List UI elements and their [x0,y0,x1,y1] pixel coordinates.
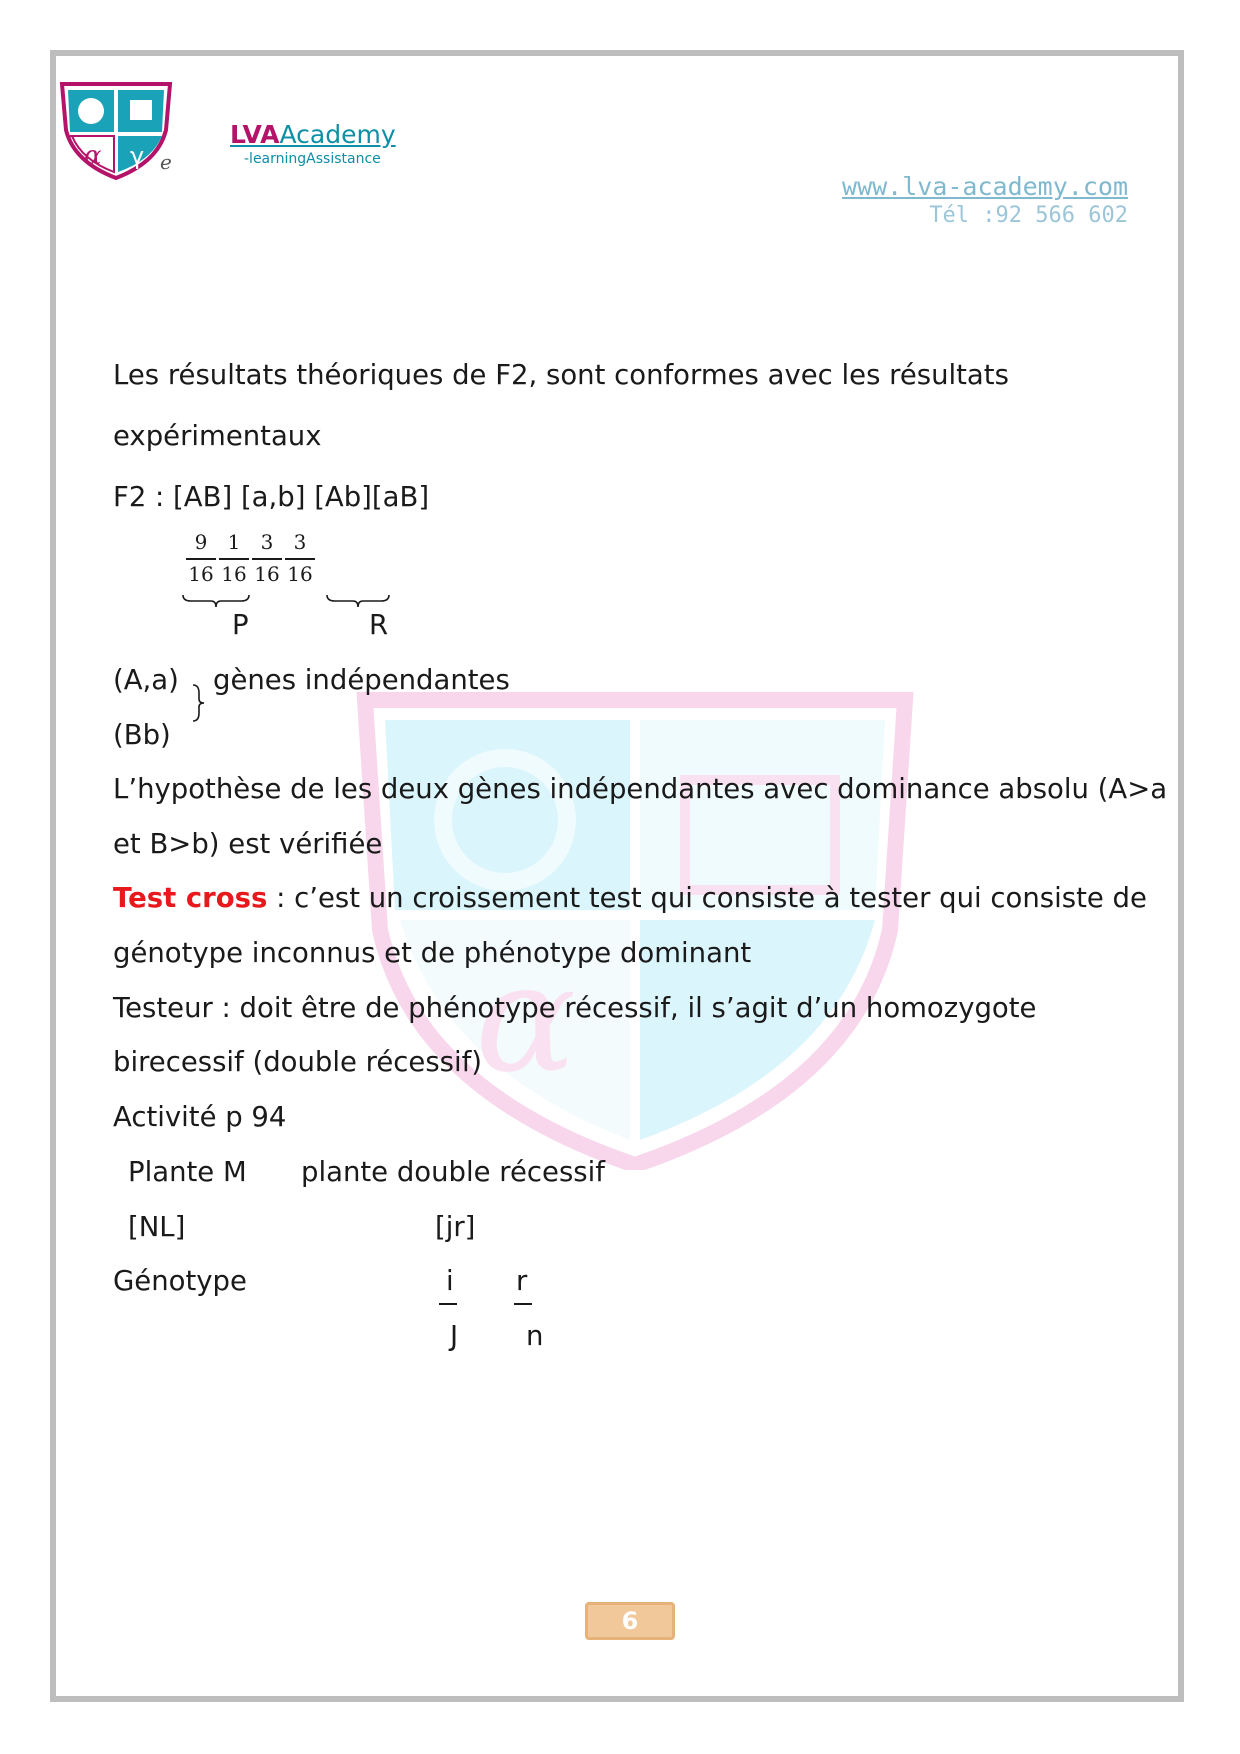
lva-shield-logo [58,80,174,180]
genotype-bottom-j: J [450,1320,459,1352]
paragraph-results-cont: expérimentaux [113,420,322,452]
brand-e: e [160,150,172,174]
test-cross-definition: Test cross : c’est un croissement test qui consiste à tester qui consiste de [113,882,1147,914]
gene-description: gènes indépendantes [213,664,510,696]
genotype-bar-2 [514,1303,532,1305]
plante-double-recessif: plante double récessif [301,1156,605,1188]
phenotype-nl: [NL] [128,1211,186,1243]
phenotype-jr: [jr] [435,1211,476,1243]
test-cross-definition-cont: génotype inconnus et de phénotype dominant [113,937,752,969]
fraction-1-16: $\frac{1}{16}$ [219,528,249,588]
brand-name: LVAAcademy [230,120,396,149]
page-number: 6 [585,1602,675,1640]
contact-info [842,172,1128,228]
gene-pair-a: (A,a) [113,664,179,696]
plante-m: Plante M [128,1156,247,1188]
testeur-line2: birecessif (double récessif) [113,1046,483,1078]
svg-text:γ: γ [130,142,145,170]
fraction-9-16: $\frac{9}{16}$ [186,528,216,588]
label-p: P [232,609,249,641]
fraction-3-16-b: $\frac{3}{16}$ [285,528,315,588]
genotype-bar-1 [439,1303,457,1305]
genotype-label: Génotype [113,1265,247,1297]
hypothesis-line2: et B>b) est vérifiée [113,828,383,860]
brand-subtitle: -learningAssistance [244,151,381,167]
genotype-top-r: r [516,1265,528,1297]
telephone: Tél :92 566 602 [929,203,1128,228]
genotype-bottom-n: n [526,1320,544,1352]
website-link[interactable]: www.lva-academy.com [842,172,1128,201]
label-r: R [369,609,389,641]
fraction-3-16-a: $\frac{3}{16}$ [252,528,282,588]
paragraph-results: Les résultats théoriques de F2, sont conformes avec les résultats [113,359,1009,391]
svg-text:α: α [475,932,577,1106]
f2-phenotypes: F2 : [AB] [a,b] [Ab][aB] [113,481,430,513]
gene-pair-b: (Bb) [113,719,171,751]
brand [230,120,396,167]
testeur-line1: Testeur : doit être de phénotype récessif, il s’agit d’un homozygote [113,992,1037,1024]
genotype-top-i: i [446,1265,454,1297]
activity-reference: Activité p 94 [113,1101,287,1133]
hypothesis-line1: L’hypothèse de les deux gènes indépendantes avec dominance absolu (A>a [113,773,1168,805]
test-cross-label: Test cross [113,882,268,914]
brace-genes [191,683,205,723]
svg-text:α: α [84,141,102,171]
